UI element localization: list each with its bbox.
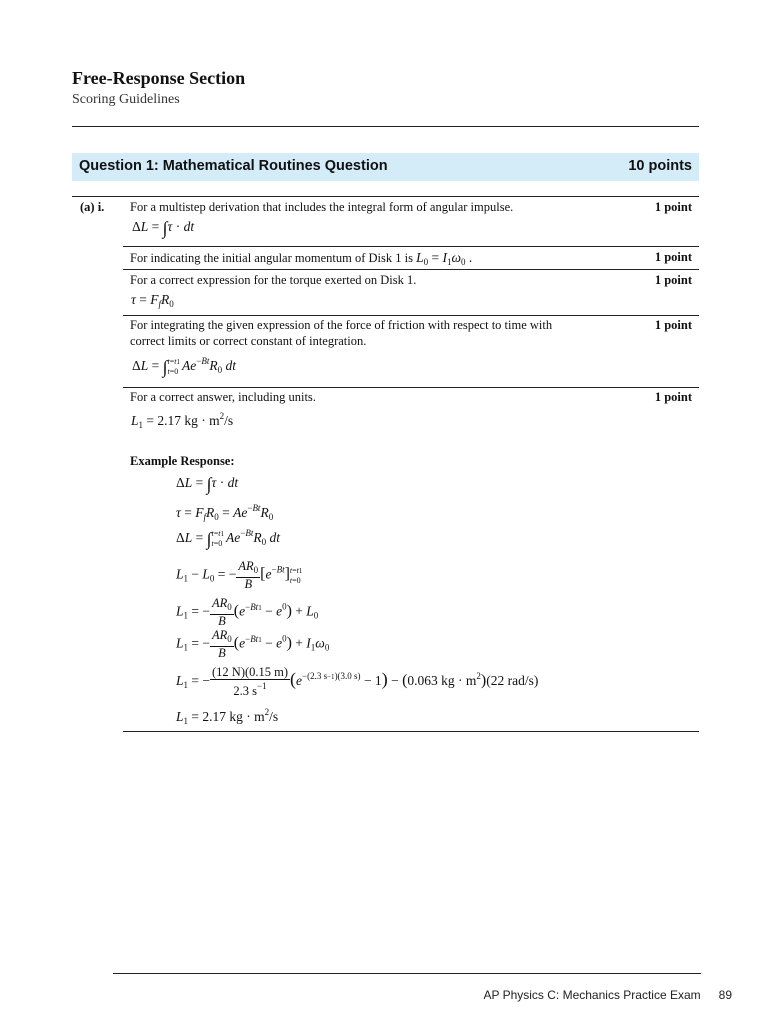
criterion-points: 1 point [654,318,692,332]
equation-answer: $L_1 = 2.17$ kg · $m^2/s$ [131,411,234,430]
example-step: $L_1 = 2.17$ kg · $m^2/s$ [176,707,279,726]
example-step: $L_1$ = − $\frac{(12 N)(0.15 m)}{2.3 s^{-1}}$ $(e^{-(2.3 s-1)(3.0 s)} - 1) - (0.063$ kg · $m^2)(22$ rad/s) [176,665,539,698]
question-header-bar [72,153,699,181]
row-divider [123,246,699,247]
question-points: 10 points [628,158,692,174]
criterion-text: For a correct expression for the torque exerted on Disk 1. [130,273,417,287]
criterion-text: For integrating the given expression of the force of friction with respect to time with [130,318,553,332]
criterion-text: For a multistep derivation that includes the integral form of angular impulse. [130,200,514,214]
footer-divider [113,973,701,974]
criterion-points: 1 point [654,200,692,214]
example-response-label: Example Response: [130,454,235,468]
footer-text: AP Physics C: Mechanics Practice Exam [483,988,701,1002]
header-divider [72,126,699,127]
criterion-text: For indicating the initial angular momentum of Disk 1 is [130,251,413,265]
table-bottom-border [123,731,699,732]
example-step: $\tau = F_fR_0 = Ae^{-Bt}R_0$ [176,503,274,522]
section-title: Free-Response Section [72,68,246,88]
page-number: 89 [718,988,732,1002]
criterion-points: 1 point [654,250,692,264]
example-step: $L_1 - L_0$ = − $\frac{AR_0}{B}$ $[e^{-Bt}]$ t=t1 t=0 [176,559,303,591]
criterion-text: For a correct answer, including units. [130,390,316,404]
row-divider [123,387,699,388]
question-title: Question 1: Mathematical Routines Question [79,158,388,174]
example-step: ΔL = ∫ t=t1 t=0 $Ae^{-Bt}R_0$ dt [176,528,280,549]
criterion-points: 1 point [654,390,692,404]
equation-angular-impulse: ΔL = ∫τ · dt [132,218,195,238]
example-step: $L_1$ = − $\frac{AR_0}{B}$ $(e^{-Bt1} - e^0) + L_0$ [176,596,319,628]
part-label: (a) i. [80,200,105,214]
equation-integral: ΔL = ∫ t=t1 t=0 $Ae^{-Bt}R_0$ dt [132,356,236,377]
example-step: $L_1$ = − $\frac{AR_0}{B}$ $(e^{-Bt1} - e^0) + I_1\omega_0$ [176,628,330,660]
equation-torque: $\tau = F_fR_0$ [131,292,174,309]
criterion-text-row: For indicating the initial angular momentum of Disk 1 is $L_0 = I_1\omega_0$ . [130,250,473,267]
row-divider [123,315,699,316]
table-top-border [72,196,699,197]
example-step: ΔL = ∫τ · dt [176,474,239,494]
row-divider [123,269,699,270]
criterion-text-cont: correct limits or correct constant of integration. [130,334,367,348]
page-footer [483,988,732,1002]
criterion-points: 1 point [654,273,692,287]
section-subtitle: Scoring Guidelines [72,92,180,107]
